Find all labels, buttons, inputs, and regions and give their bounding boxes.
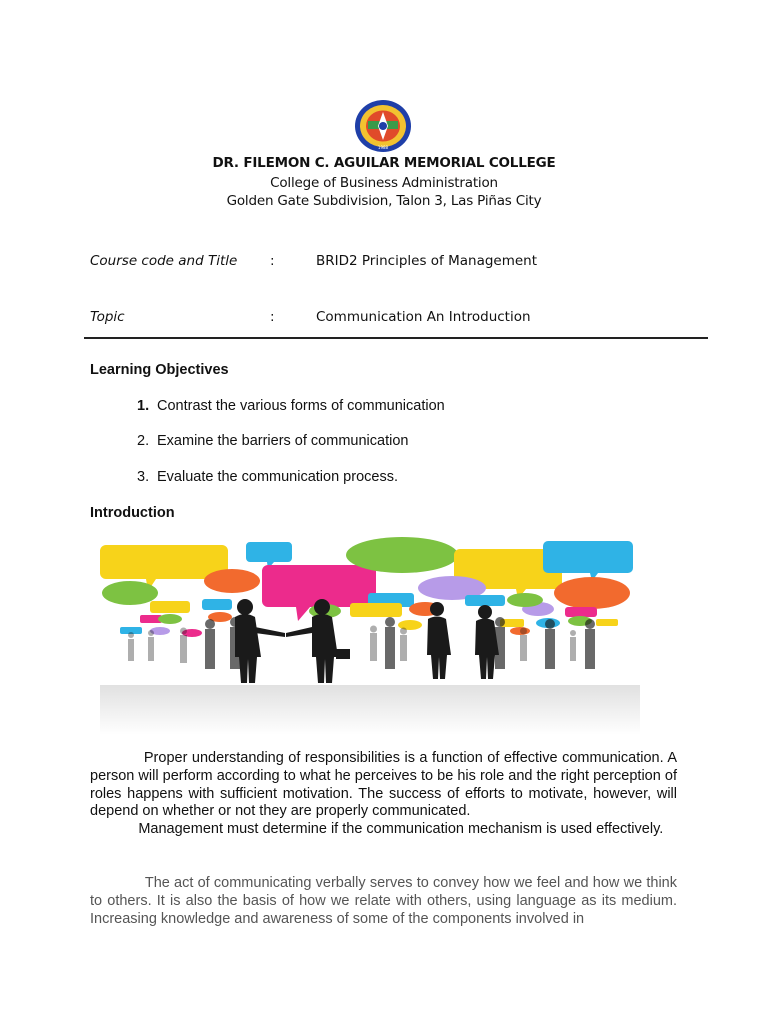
topic-colon: : [270, 309, 275, 325]
course-value: BRID2 Principles of Management [316, 253, 538, 269]
objective-number: 3. [137, 469, 150, 485]
college-address: Golden Gate Subdivision, Talon 3, Las Piñas City [226, 193, 542, 209]
course-label: Course code and Title [90, 253, 238, 269]
intro-paragraph: Proper understanding of responsibilities is a function of effective communication. A person will perform according to what he perceives to be his role and the right perception of roles happens with sufficient motivation. The success of efforts to motivate, however, will depend on whether or not they are properly communicated. [90, 750, 677, 820]
objective-number: 1. [137, 398, 150, 414]
introduction-heading: Introduction [90, 505, 175, 521]
topic-value: Communication An Introduction [316, 309, 531, 325]
objective-item [137, 433, 408, 449]
objective-text: Evaluate the communication process. [157, 469, 398, 485]
course-colon: : [270, 253, 275, 269]
objective-text: Examine the barriers of communication [157, 433, 409, 449]
objective-item [137, 398, 445, 414]
objective-number: 2. [137, 433, 150, 449]
header-divider [84, 337, 708, 339]
topic-label: Topic [90, 309, 125, 325]
objective-item [137, 469, 398, 485]
department-name: College of Business Administration [270, 175, 498, 191]
communication-illustration [100, 535, 640, 735]
seal-year: 1988 [377, 145, 389, 150]
intro-paragraph: Management must determine if the communication mechanism is used effectively. [90, 821, 664, 837]
objective-text: Contrast the various forms of communication [157, 398, 445, 414]
intro-paragraph: The act of communicating verbally serves to convey how we feel and how we think to others. It is also the basis of how we relate with others, using language as its medium. Increasing knowledge and awareness of some of the components involved in [90, 875, 677, 927]
college-seal-logo [354, 99, 412, 153]
college-name: DR. FILEMON C. AGUILAR MEMORIAL COLLEGE [212, 155, 556, 171]
learning-objectives-heading: Learning Objectives [90, 362, 229, 378]
